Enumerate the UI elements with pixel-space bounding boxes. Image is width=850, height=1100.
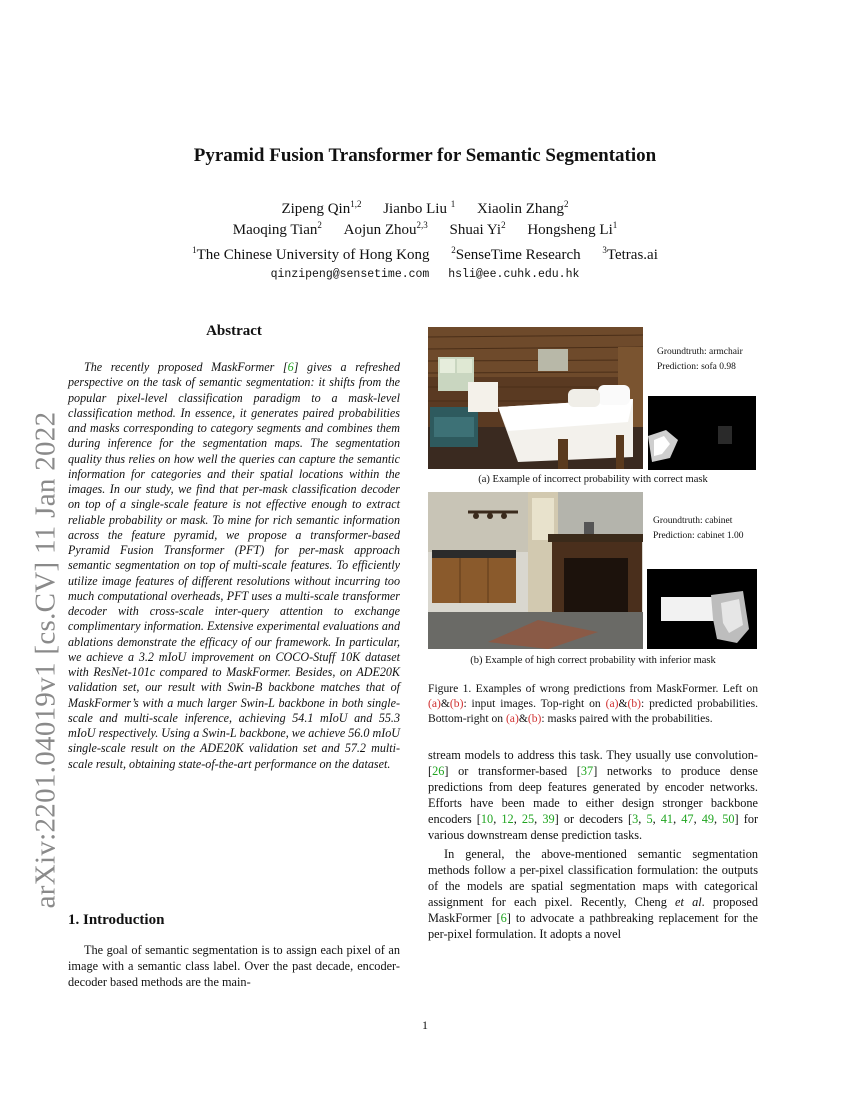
arxiv-identifier: arXiv:2201.04019v1 [cs.CV] 11 Jan 2022 (29, 411, 62, 909)
kitchen-input-image (428, 492, 643, 649)
subfigure-ref[interactable]: (a) (505, 712, 519, 725)
author-emails (0, 268, 850, 281)
prediction-label-a: Prediction: sofa 0.98 (657, 362, 736, 372)
page-number: 1 (422, 1018, 428, 1032)
section-heading-introduction: 1. Introduction (68, 912, 165, 928)
prediction-label-b: Prediction: cabinet 1.00 (653, 531, 744, 541)
citation-link[interactable]: 37 (580, 764, 594, 779)
bedroom-input-image (428, 327, 643, 469)
subfigure-caption-b: (b) Example of high correct probability with inferior mask (470, 655, 716, 666)
email: qinzipeng@sensetime.com (270, 268, 430, 281)
citation-link[interactable]: 47 (681, 812, 694, 827)
author: Hongsheng Li$^1$ (527, 220, 618, 238)
subfigure-ref[interactable]: (b) (527, 712, 542, 725)
mask-image-b (647, 569, 757, 649)
email: hsli@ee.cuhk.edu.hk (448, 268, 580, 281)
author: Shuai Yi$^2$ (449, 220, 506, 238)
citation-link[interactable]: 3 (632, 812, 639, 827)
author: Maoqing Tian$^2$ (232, 220, 322, 238)
subfigure-ref[interactable]: (a) (605, 697, 619, 710)
groundtruth-label-b: Groundtruth: cabinet (653, 516, 733, 526)
kitchen-photo-illustration (428, 492, 643, 649)
subfigure-ref[interactable]: (a) (428, 697, 441, 710)
affiliation: $^1$The Chinese University of Hong Kong (192, 245, 430, 263)
authors-row-1 (0, 199, 850, 218)
affiliation: $^3$Tetras.ai (602, 245, 658, 263)
author: Zipeng Qin$^{1,2}$ (281, 199, 362, 217)
abstract-body: The recently proposed MaskFormer [6] gives a refreshed perspective on the task of semantic segmentation: it shifts from the popular pixel-level classification paradigm to a mask-level classification method. In essence, it generates paired probabilities and masks corresponding to category segments and combines them during inference for the segmentation maps. The segmentation quality thus relies on how well the queries can capture the semantic information for categories and their spatial locations within the images. In our study, we find that per-mask classification decoder on top of a single-scale feature is not effective enough to extract reliable probability or mask. To mine for rich semantic information across the feature pyramid, we propose a transformer-based Pyramid Fusion Transformer (PFT) for per-mask approach semantic segmentation on top of multi-scale features. To efficiently utilize image features of different resolutions without incurring too much computational overheads, PFT uses a multi-scale transformer decoder with cross-scale inter-query attention to exchange complimentary information. Extensive experimental evaluations and ablations demonstrate the efficacy of our framework. In particular, we achieve a 3.2 mIoU improvement on COCO-Stuff 10K dataset with ResNet-101c compared to MaskFormer. Besides, on ADE20K validation set, our result with Swin-B backbone matches that of MaskFormer’s with a much larger Swin-L backbone in both single-scale and multi-scale inference, achieving 54.1 mIoU and 55.3 mIoU respectively. Using a Swin-L backbone, we achieve 56.0 mIoU single-scale result on the ADE20K validation set and 57.2 multi-scale result, obtaining state-of-the-art performance on the dataset. (68, 360, 400, 771)
author: Xiaolin Zhang$^2$ (476, 199, 569, 217)
citation-link[interactable]: 12 (501, 812, 514, 827)
subfigure-ref[interactable]: (b) (627, 697, 642, 710)
citation-link[interactable]: 5 (646, 812, 653, 827)
citation-link[interactable]: 50 (722, 812, 735, 827)
paragraph: In general, the above-mentioned semantic segmentation methods follow a per-pixel classification formulation: the outputs of the models are spatial segmentation maps with categorical assignment for each pixel. Recently, Cheng et al. proposed MaskFormer [6] to advocate a pathbreaking replacement for the per-pixel formulation. It adopts a novel (428, 846, 758, 942)
predicted-mask-illustration (647, 569, 757, 649)
author: Jianbo Liu $^1$ (383, 199, 456, 217)
citation-link[interactable]: 26 (432, 764, 445, 779)
bedroom-photo-illustration (428, 327, 643, 469)
subfigure-ref[interactable]: (b) (449, 697, 464, 710)
citation-link[interactable]: 49 (701, 812, 715, 827)
subfigure-caption-a: (a) Example of incorrect probability with correct mask (478, 474, 708, 485)
citation-link[interactable]: 6 (500, 910, 507, 925)
citation-link[interactable]: 39 (542, 812, 555, 827)
authors-row-2 (0, 220, 850, 239)
right-column-body (428, 747, 758, 942)
citation-link[interactable]: 10 (480, 812, 494, 827)
paper-title: Pyramid Fusion Transformer for Semantic Segmentation (193, 145, 657, 166)
predicted-mask-illustration (648, 396, 756, 470)
citation-link[interactable]: 6 (287, 360, 294, 374)
citation-link[interactable]: 41 (660, 812, 674, 827)
mask-image-a (648, 396, 756, 470)
citation-link[interactable]: 25 (521, 812, 535, 827)
introduction-body: The goal of semantic segmentation is to assign each pixel of an image with a semantic class label. Over the past decade, encoder-decoder based methods are the main- (68, 943, 400, 989)
author: Aojun Zhou$^{2,3}$ (343, 220, 428, 238)
paragraph: stream models to address this task. They usually use convolution- [26] or transformer-based [37] networks to produce dense predictions from deep features generated by encoder networks. Efforts have been made to either design stronger backbone encoders [10, 12, 25, 39] or decoders [3, 5, 41, 47, 49, 50] for various downstream dense prediction tasks. (428, 748, 759, 843)
affiliation: $^2$SenseTime Research (451, 245, 581, 263)
affiliations (0, 245, 850, 264)
abstract-heading: Abstract (206, 323, 262, 339)
figure-caption: Figure 1. Examples of wrong predictions from MaskFormer. Left on (a)&(b): input images. Top-right on (a)&(b): predicted probabilities. Bottom-right on (a)&(b): masks paired with the probabilities. (428, 682, 758, 725)
groundtruth-label-a: Groundtruth: armchair (657, 347, 743, 357)
